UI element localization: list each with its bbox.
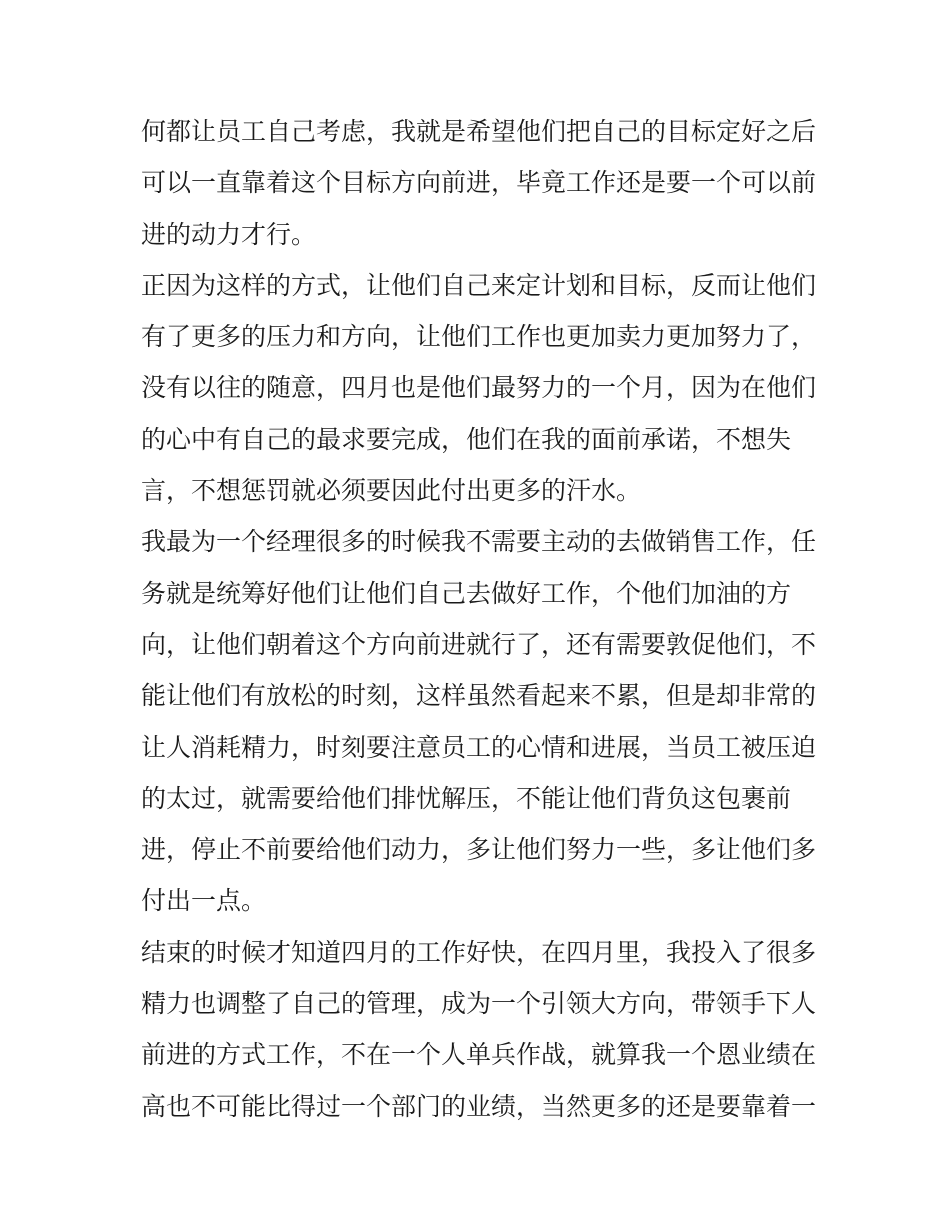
text-line: 有了更多的压力和方向，让他们工作也更加卖力更加努力了，	[141, 322, 817, 352]
text-line: 我最为一个经理很多的时候我不需要主动的去做销售工作，任	[141, 527, 817, 557]
text-line: 进的动力才行。	[141, 219, 317, 249]
text-line: 付出一点。	[141, 886, 267, 916]
text-line: 前进的方式工作，不在一个人单兵作战，就算我一个恩业绩在	[141, 1040, 817, 1070]
text-line: 没有以往的随意，四月也是他们最努力的一个月，因为在他们	[141, 373, 817, 403]
text-line: 向，让他们朝着这个方向前进就行了，还有需要敦促他们，不	[141, 629, 817, 659]
text-line: 可以一直靠着这个目标方向前进，毕竟工作还是要一个可以前	[141, 168, 817, 198]
text-line: 能让他们有放松的时刻，这样虽然看起来不累，但是却非常的	[141, 681, 817, 711]
text-line: 的太过，就需要给他们排忧解压，不能让他们背负这包裹前	[141, 783, 792, 813]
text-line: 让人消耗精力，时刻要注意员工的心情和进展，当员工被压迫	[141, 732, 817, 762]
text-line: 进，停止不前要给他们动力，多让他们努力一些，多让他们多	[141, 835, 817, 865]
text-line: 何都让员工自己考虑，我就是希望他们把自己的目标定好之后	[141, 117, 817, 146]
text-line: 的心中有自己的最求要完成，他们在我的面前承诺，不想失	[141, 424, 792, 454]
body-text	[141, 106, 831, 1132]
text-line: 正因为这样的方式，让他们自己来定计划和目标，反而让他们	[141, 270, 817, 300]
text-line: 结束的时候才知道四月的工作好快，在四月里，我投入了很多	[141, 937, 817, 967]
text-line: 务就是统筹好他们让他们自己去做好工作，个他们加油的方	[141, 578, 792, 608]
text-line: 精力也调整了自己的管理，成为一个引领大方向，带领手下人	[141, 989, 817, 1019]
text-line: 高也不可能比得过一个部门的业绩，当然更多的还是要靠着一	[141, 1091, 817, 1121]
text-line: 言，不想惩罚就必须要因此付出更多的汗水。	[141, 476, 642, 506]
